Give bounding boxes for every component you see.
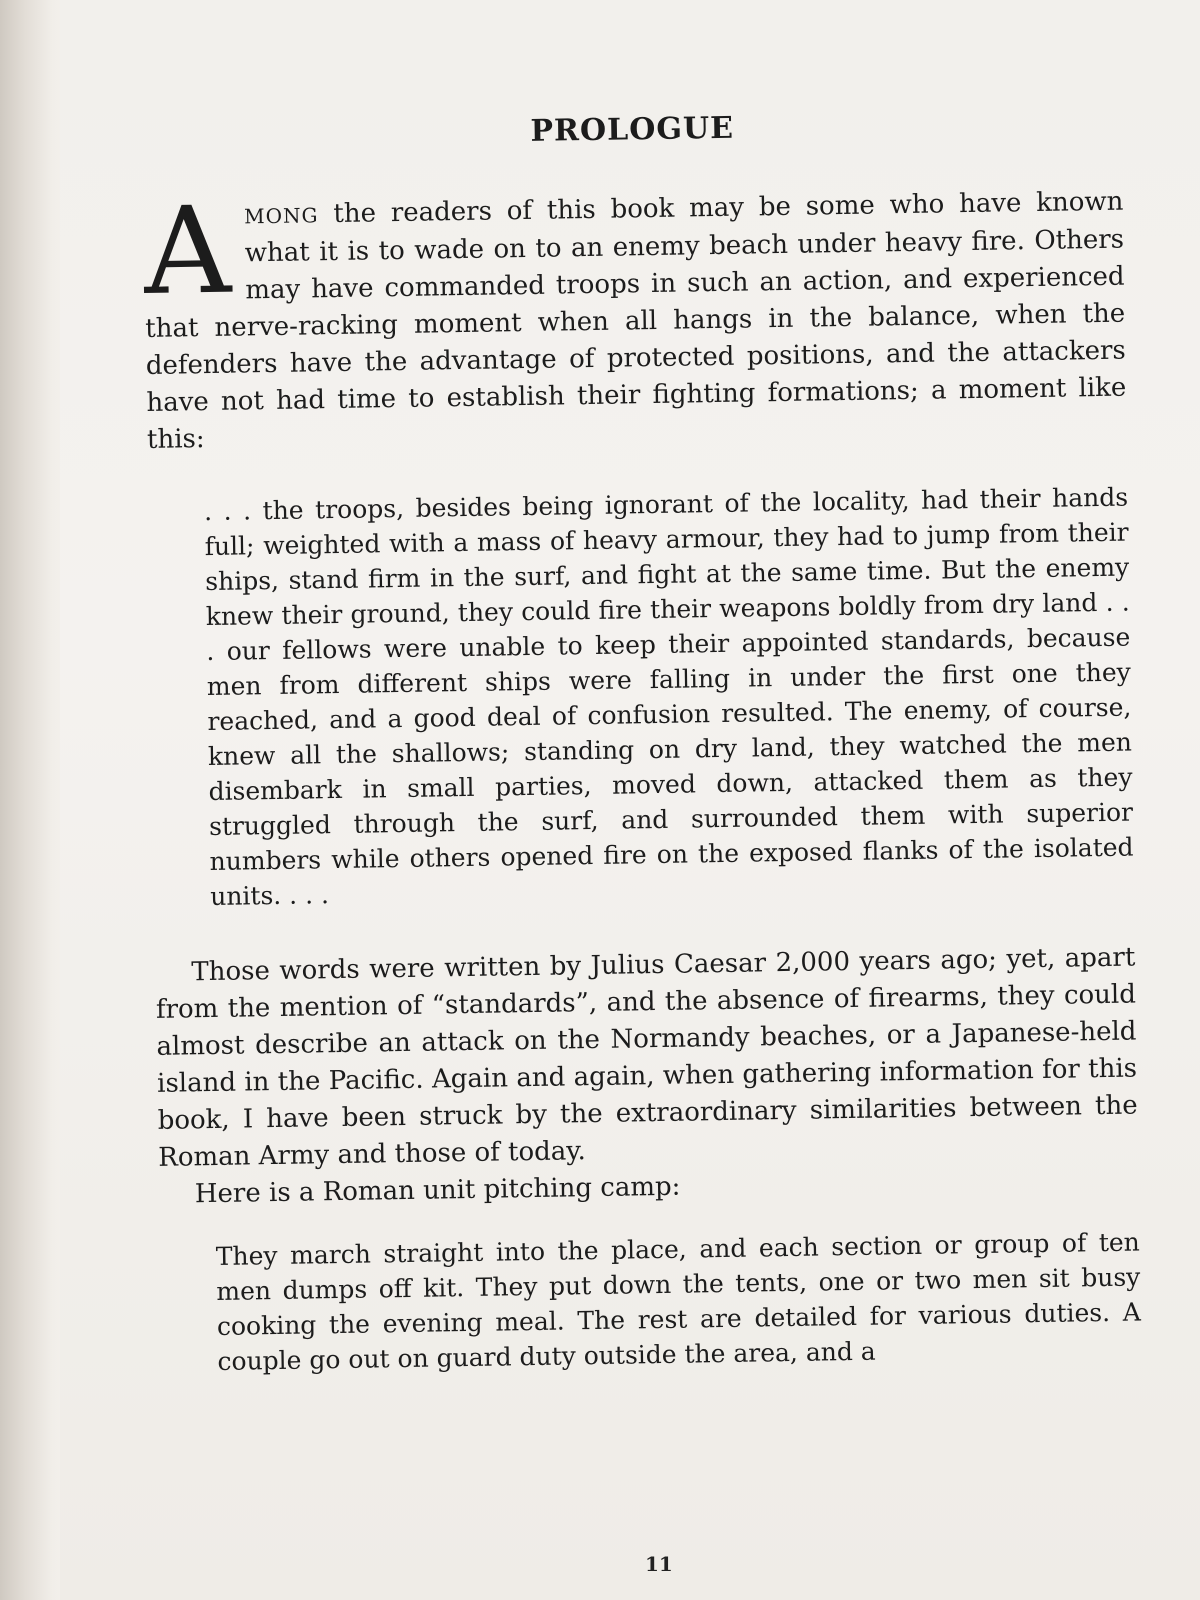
book-page bbox=[60, 0, 1200, 1600]
drop-cap: A bbox=[142, 181, 232, 322]
caesar-quote: . . . the troops, besides being ignorant of the locality, had their hands full; weighted with a mass of heavy armour, they had to jump from their ships, stand firm in the surf, and fight at the same time. But the enemy knew their ground, they could fire their weapons boldly from dry land . . . our fellows were unable to keep their appointed standards, because men from different ships were falling in under the first one they reached, and a good deal of confusion resulted. The enemy, of course, knew all the shallows; standing on dry land, they watched the men disembark in small parties, moved down, attacked them as they struggled through the surf, and surrounded them with superior numbers while others opened fire on the exposed flanks of the isolated units. . . . bbox=[203, 482, 1134, 912]
paragraph-two: Those words were written by Julius Caesar 2,000 years ago; yet, apart from the mention of “standards”, and the absence of firearms, they could almost describe an attack on the Normandy beaches, or a Japanese-held island in the Pacific. Again and again, when gathering information for this book, I have been struck by the extraordinary similarities between the Roman Army and those of today. bbox=[155, 942, 1138, 1173]
paragraph-three: Here is a Roman unit pitching camp: bbox=[194, 1171, 681, 1210]
opening-paragraph bbox=[142, 181, 1127, 459]
opening-text: the readers of this book may be some who have known what it is to wade on to an enemy beach under heavy fire. Others may have commanded troops in such an action, and experienced that nerve-racking moment when all hangs in the balance, when the defenders have the advantage of protected positions, and the attackers have not had time to establish their fighting formations; a moment like this: bbox=[145, 186, 1127, 455]
page-number: 11 bbox=[645, 1552, 673, 1576]
opening-smallcaps: MONG bbox=[244, 203, 319, 229]
page-text bbox=[142, 105, 1142, 1380]
chapter-heading: PROLOGUE bbox=[530, 110, 735, 149]
camp-quote: They march straight into the place, and each section or group of ten men dumps off kit. They put down the tents, one or two men sit busy cooking the evening meal. The rest are detailed for various duties. A couple go out on guard duty outside the area, and a bbox=[215, 1227, 1142, 1376]
